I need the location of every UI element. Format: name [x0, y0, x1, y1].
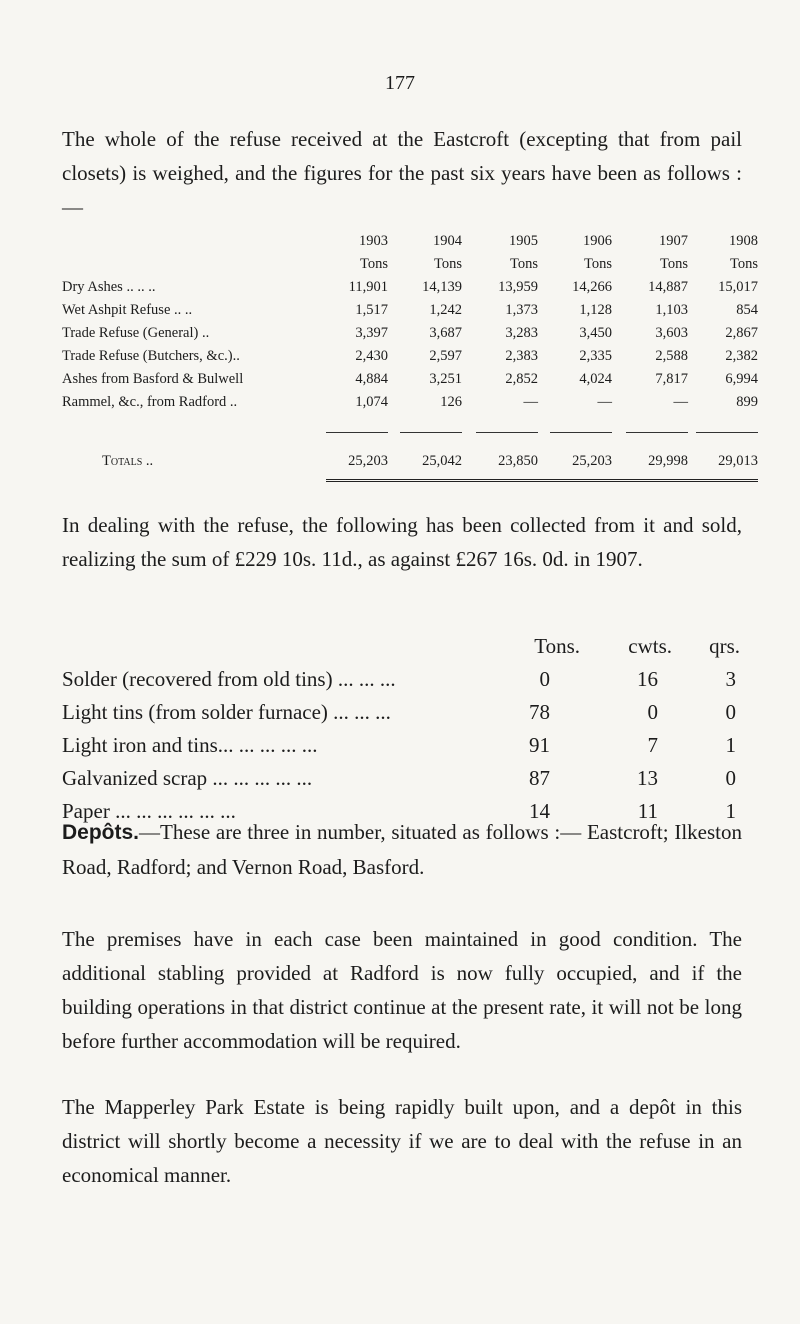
depots-text: —These are three in number, situated as follows :— Eastcroft; Ilkeston Road, Radford; and Vernon Road, Basford.	[62, 820, 742, 879]
total-double-rule	[62, 473, 752, 485]
refuse-cell: —	[597, 394, 612, 410]
refuse-cell: 15,017	[718, 279, 758, 295]
sold-cwts: 13	[637, 766, 658, 790]
totals-row	[62, 450, 758, 473]
sold-row-label: Galvanized scrap ... ... ... ... ...	[62, 766, 313, 790]
refuse-row	[62, 391, 758, 414]
refuse-row	[62, 299, 758, 322]
refuse-cell: 14,139	[422, 279, 462, 295]
refuse-cell: 2,383	[505, 348, 538, 364]
sold-qrs: 1	[725, 733, 736, 757]
refuse-cell: 3,397	[355, 325, 388, 341]
sold-row	[62, 729, 762, 762]
refuse-row	[62, 368, 758, 391]
sold-cwts: 7	[647, 733, 658, 757]
refuse-row-label: Ashes from Basford & Bulwell	[62, 371, 244, 387]
refuse-row-label: Dry Ashes .. .. ..	[62, 279, 156, 295]
refuse-cell: 1,373	[505, 302, 538, 318]
sold-row-label: Paper ... ... ... ... ... ...	[62, 799, 236, 823]
page-number: 177	[385, 72, 415, 94]
cwts-header: cwts.	[628, 634, 672, 658]
total-cell: 29,998	[648, 453, 688, 469]
sold-row-label: Light iron and tins... ... ... ... ...	[62, 733, 318, 757]
sold-row	[62, 696, 762, 729]
refuse-row-label: Wet Ashpit Refuse .. ..	[62, 302, 193, 318]
unit-header: Tons	[510, 256, 538, 272]
sold-tons: 14	[529, 799, 550, 823]
refuse-cell: 3,687	[429, 325, 462, 341]
sold-qrs: 0	[725, 700, 736, 724]
sold-row-label: Light tins (from solder furnace) ... ... ...	[62, 700, 391, 724]
refuse-cell: 13,959	[498, 279, 538, 295]
mapperley-paragraph: The Mapperley Park Estate is being rapidly built upon, and a depôt in this district will shortly become a necessity if we are to deal with the refuse in an economical manner.	[62, 1095, 742, 1187]
refuse-cell: 3,283	[505, 325, 538, 341]
premises-paragraph: The premises have in each case been maintained in good condition. The additional stabling provided at Radford is now fully occupied, and if the building operations in that district continue at the present rate, it will not be long before further accommodation will be required.	[62, 927, 742, 1053]
refuse-cell: 1,074	[355, 394, 388, 410]
sold-row	[62, 762, 762, 795]
total-cell: 23,850	[498, 453, 538, 469]
depots-heading: Depôts.	[62, 821, 140, 844]
refuse-cell: 899	[736, 394, 758, 410]
refuse-cell: 2,335	[579, 348, 612, 364]
total-cell: 25,042	[422, 453, 462, 469]
sold-cwts: 0	[647, 700, 658, 724]
total-cell: 25,203	[572, 453, 612, 469]
refuse-row-label: Rammel, &c., from Radford ..	[62, 394, 238, 410]
sold-tons: 91	[529, 733, 550, 757]
refuse-row-label: Trade Refuse (General) ..	[62, 325, 210, 341]
sold-qrs: 1	[725, 799, 736, 823]
refuse-row-label: Trade Refuse (Butchers, &c.)..	[62, 348, 240, 364]
refuse-cell: —	[523, 394, 538, 410]
year-header: 1908	[729, 233, 758, 249]
refuse-cell: 854	[736, 302, 758, 318]
year-header: 1905	[509, 233, 538, 249]
refuse-cell: 4,884	[355, 371, 388, 387]
unit-header: Tons	[434, 256, 462, 272]
qrs-header: qrs.	[709, 634, 740, 658]
refuse-cell: 1,128	[579, 302, 612, 318]
depots-paragraph	[62, 815, 742, 884]
unit-header: Tons	[584, 256, 612, 272]
refuse-cell: 3,251	[429, 371, 462, 387]
refuse-cell: 2,852	[505, 371, 538, 387]
refuse-cell: 3,603	[655, 325, 688, 341]
refuse-cell: —	[673, 394, 688, 410]
sold-row	[62, 663, 762, 696]
refuse-row	[62, 345, 758, 368]
totals-label: Totals ..	[102, 453, 154, 469]
refuse-cell: 11,901	[348, 279, 388, 295]
unit-header: Tons	[360, 256, 388, 272]
subtotal-rules	[62, 414, 752, 450]
refuse-cell: 14,887	[648, 279, 688, 295]
year-header: 1903	[359, 233, 388, 249]
refuse-cell: 126	[440, 394, 462, 410]
year-header: 1907	[659, 233, 688, 249]
sold-qrs: 3	[725, 667, 736, 691]
refuse-cell: 1,103	[655, 302, 688, 318]
refuse-cell: 4,024	[579, 371, 612, 387]
refuse-cell: 2,382	[725, 348, 758, 364]
year-header-row	[62, 230, 758, 253]
sold-qrs: 0	[725, 766, 736, 790]
sold-tons: 0	[539, 667, 550, 691]
tons-header: Tons.	[534, 634, 580, 658]
refuse-cell: 1,517	[355, 302, 388, 318]
refuse-cell: 2,597	[429, 348, 462, 364]
sold-tons: 78	[529, 700, 550, 724]
refuse-cell: 2,430	[355, 348, 388, 364]
refuse-row	[62, 276, 758, 299]
dealing-paragraph: In dealing with the refuse, the following has been collected from it and sold, realizing the sum of £229 10s. 11d., as against £267 16s. 0d. in 1907.	[62, 513, 742, 571]
refuse-cell: 14,266	[572, 279, 612, 295]
refuse-cell: 6,994	[725, 371, 758, 387]
unit-header: Tons	[660, 256, 688, 272]
total-cell: 25,203	[348, 453, 388, 469]
unit-header: Tons	[730, 256, 758, 272]
sold-cwts: 11	[637, 799, 658, 823]
refuse-row	[62, 322, 758, 345]
intro-paragraph: The whole of the refuse received at the Eastcroft (excepting that from pail closets) is weighed, and the figures for the past six years have been as follows :—	[62, 127, 742, 219]
total-cell: 29,013	[718, 453, 758, 469]
sold-header-row	[62, 630, 762, 663]
refuse-cell: 2,867	[725, 325, 758, 341]
sold-materials-table	[62, 630, 762, 828]
sold-cwts: 16	[637, 667, 658, 691]
year-header: 1906	[583, 233, 612, 249]
sold-row-label: Solder (recovered from old tins) ... ... ...	[62, 667, 396, 691]
refuse-cell: 3,450	[579, 325, 612, 341]
refuse-cell: 7,817	[655, 371, 688, 387]
refuse-cell: 1,242	[429, 302, 462, 318]
refuse-table	[62, 230, 758, 485]
year-header: 1904	[433, 233, 462, 249]
refuse-cell: 2,588	[655, 348, 688, 364]
sold-tons: 87	[529, 766, 550, 790]
unit-header-row	[62, 253, 758, 276]
